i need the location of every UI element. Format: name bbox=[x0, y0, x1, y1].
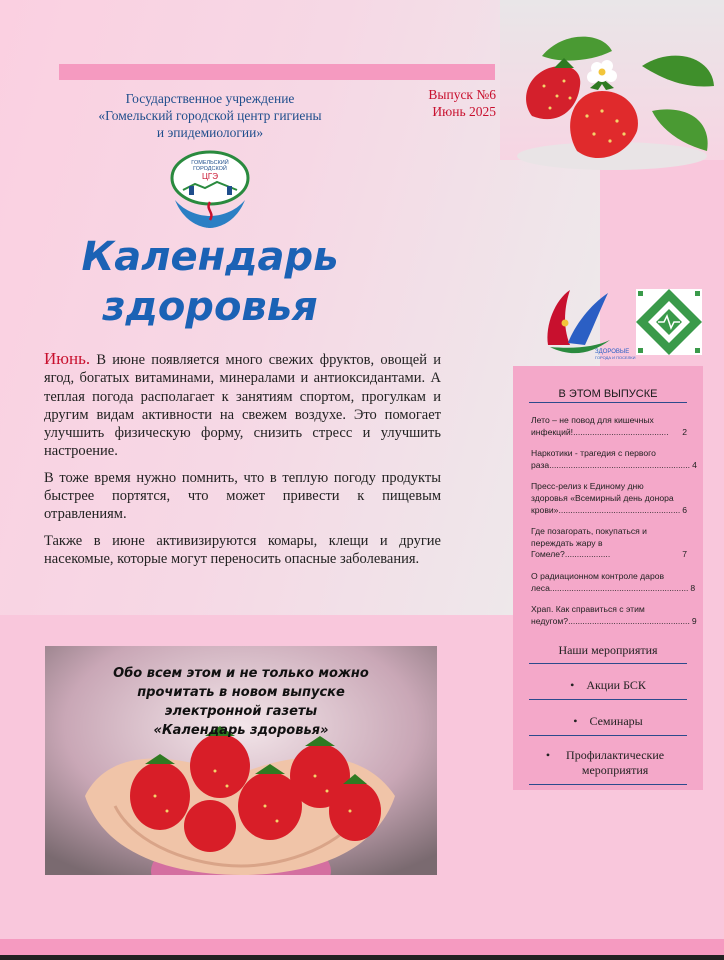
table-of-contents bbox=[531, 415, 697, 627]
partner-logo-text: ГОРОДА И ПОСЕЛКИ bbox=[595, 355, 636, 360]
logo-text: ГОРОДСКОЙ bbox=[193, 166, 227, 172]
toc-title: О радиационном контроле даров леса.......................................................... bbox=[531, 570, 689, 593]
strawberries-image bbox=[502, 26, 722, 174]
bottom-accent-bar bbox=[0, 939, 724, 955]
toc-title: Лето – не повод для кишечных инфекций!........................................ bbox=[531, 415, 669, 437]
intro-text bbox=[44, 350, 441, 576]
sidebar-header: В ЭТОМ ВЫПУСКЕ bbox=[529, 388, 687, 403]
toc-item[interactable] bbox=[531, 604, 697, 627]
bottom-border bbox=[0, 955, 724, 960]
logo-text: ЦГЭ bbox=[202, 172, 218, 181]
bullet-icon: • bbox=[545, 748, 551, 763]
organization-name bbox=[70, 90, 350, 141]
caption-line: «Календарь здоровья» bbox=[153, 723, 329, 738]
toc-page: 9 bbox=[691, 615, 697, 626]
toc-title: Храп. Как справиться с этим недугом?................................................... bbox=[531, 604, 690, 626]
toc-page: 7 bbox=[682, 549, 687, 560]
toc-item[interactable] bbox=[531, 448, 697, 471]
toc-title-text: Где позагорать, покупаться и переждать жару в Гомеле? bbox=[531, 526, 647, 560]
healthy-cities-logo bbox=[547, 290, 635, 360]
events-header: Наши мероприятия bbox=[529, 643, 687, 664]
partner-logos bbox=[540, 285, 710, 360]
caption-line: Обо всем этом и не только можно bbox=[113, 666, 369, 681]
toc-title-text: О радиационном контроле даров леса bbox=[531, 570, 665, 593]
toc-title: Наркотики - трагедия с первого раза........................................................... bbox=[531, 448, 691, 470]
month-lead: Июнь. bbox=[44, 349, 91, 368]
event-item[interactable] bbox=[529, 736, 687, 785]
org-line: «Гомельский городской центр гигиены bbox=[98, 108, 322, 123]
ornament-logo bbox=[636, 289, 702, 355]
issue-number: Выпуск №6 bbox=[428, 87, 496, 102]
logo-text: ГОМЕЛЬСКИЙ bbox=[191, 160, 229, 166]
sidebar bbox=[513, 366, 703, 790]
toc-item[interactable] bbox=[531, 570, 696, 594]
intro-paragraph bbox=[44, 350, 441, 461]
partner-logo-text: ЗДОРОВЫЕ bbox=[595, 349, 630, 355]
photo-caption bbox=[45, 664, 437, 740]
toc-item[interactable] bbox=[531, 415, 687, 438]
toc-title-text: Лето – не повод для кишечных инфекций! bbox=[531, 415, 654, 437]
toc-title-text: Пресс-релиз к Единому дню здоровья «Всемирный день донора крови» bbox=[531, 481, 674, 515]
intro-paragraph: В тоже время нужно помнить, что в теплую погоду продукты быстрее портятся, что может привести к пищевым отравлениям. bbox=[44, 469, 441, 523]
event-label: Семинары bbox=[589, 714, 643, 729]
title-line: Календарь bbox=[81, 234, 339, 280]
toc-title: Где позагорать, покупаться и переждать жару в Гомеле?................... bbox=[531, 526, 647, 560]
toc-item[interactable] bbox=[531, 481, 687, 516]
event-item[interactable] bbox=[529, 664, 687, 700]
intro-paragraph-text: В июне появляется много свежих фруктов, овощей и ягод, богатых витаминами, минералами и антиоксидантами. А теплая погода располагает к занятиям спортом, прогулкам и другим видам активности на свежем воздухе. Это помогает улучшить физическую форму, снизить стресс и улучшить настроение. bbox=[44, 352, 441, 460]
event-item[interactable] bbox=[529, 700, 687, 736]
toc-page: 6 bbox=[682, 504, 688, 515]
org-line: и эпидемиологии» bbox=[156, 125, 264, 140]
org-line: Государственное учреждение bbox=[125, 91, 295, 106]
page-title bbox=[60, 232, 360, 332]
bullet-icon: • bbox=[570, 678, 575, 693]
cge-logo bbox=[165, 150, 255, 230]
toc-title: Пресс-релиз к Единому дню здоровья «Всемирный день донора крови»................................................... bbox=[531, 481, 681, 515]
toc-title-text: Наркотики - трагедия с первого раза bbox=[531, 448, 656, 470]
strawberries-in-hands-photo bbox=[45, 646, 437, 875]
toc-item[interactable] bbox=[531, 526, 687, 561]
caption-line: прочитать в новом выпуске bbox=[137, 685, 345, 700]
toc-page: 4 bbox=[692, 459, 697, 470]
toc-title-text: Храп. Как справиться с этим недугом? bbox=[531, 604, 645, 626]
event-label: Акции БСК bbox=[586, 678, 646, 693]
issue-info bbox=[400, 86, 496, 120]
event-label: Профилактические мероприятия bbox=[566, 748, 665, 778]
top-accent-bar bbox=[59, 64, 495, 80]
toc-page: 2 bbox=[682, 426, 687, 437]
title-line: здоровья bbox=[102, 284, 318, 330]
bullet-icon: • bbox=[573, 714, 578, 729]
caption-line: электронной газеты bbox=[164, 704, 318, 719]
intro-paragraph: Также в июне активизируются комары, клещи и другие насекомые, которые могут переносить опасные заболевания. bbox=[44, 532, 441, 567]
issue-date: Июнь 2025 bbox=[432, 104, 496, 119]
toc-page: 8 bbox=[690, 582, 696, 593]
